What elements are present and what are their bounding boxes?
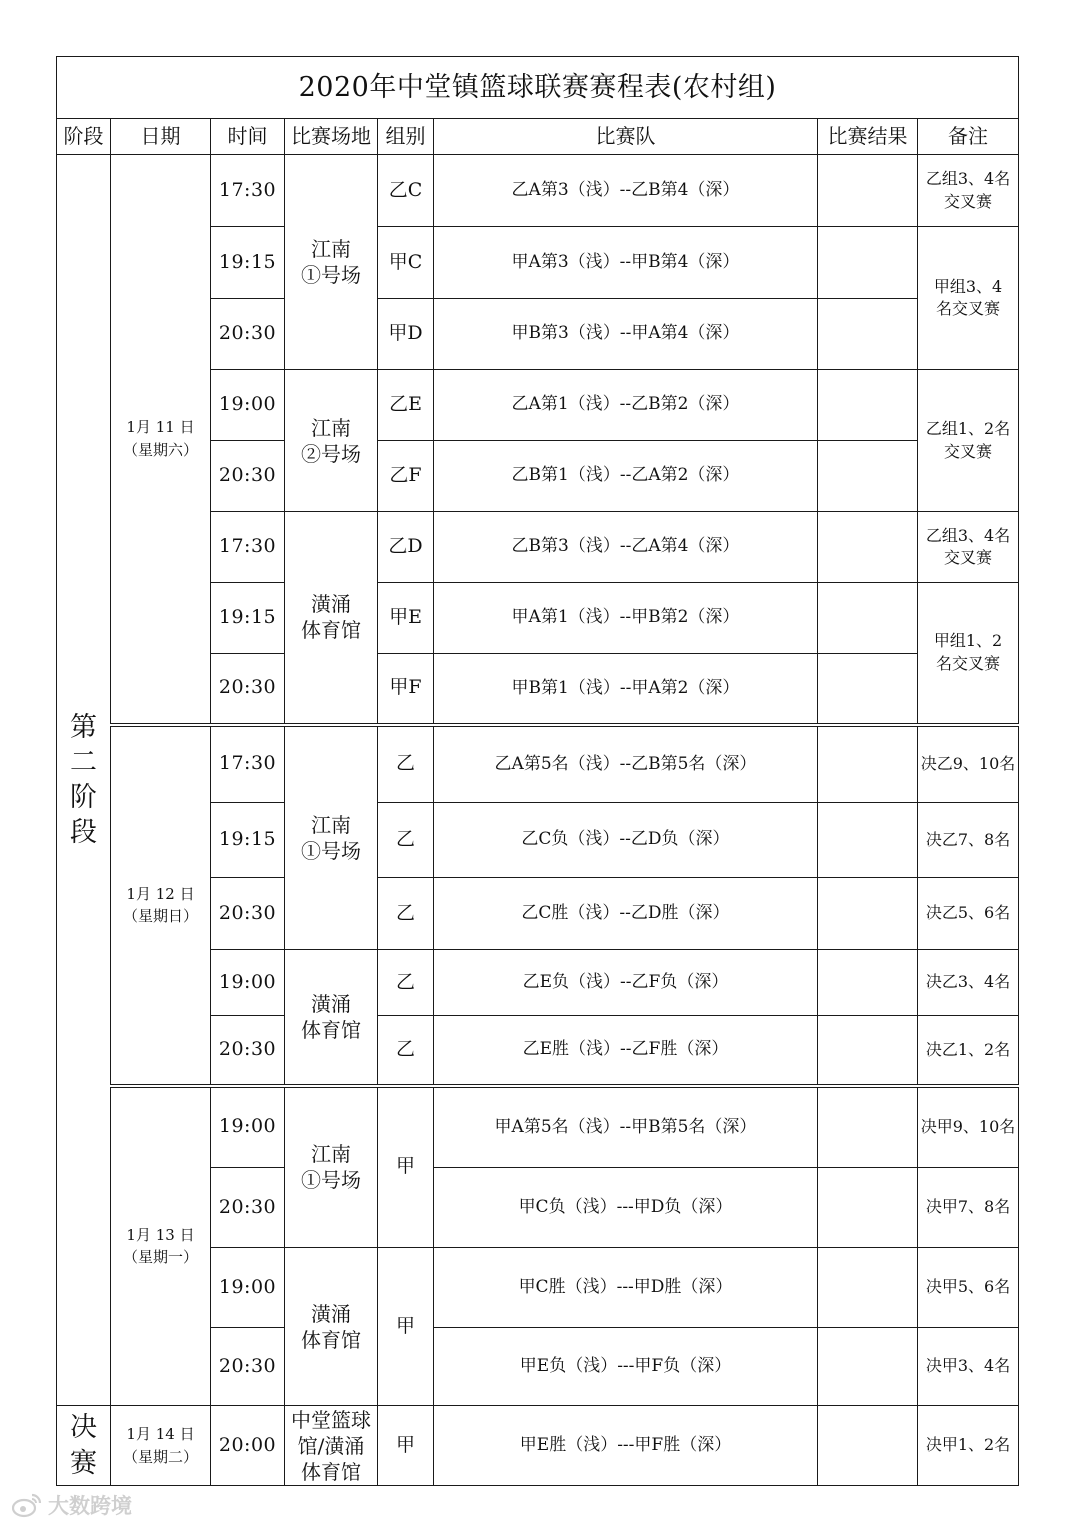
time-cell: 20:30 [211, 1168, 285, 1248]
result-cell [818, 227, 918, 299]
note-cell: 乙组3、4名 交叉赛 [918, 155, 1019, 227]
teams-cell: 乙A第3（浅）--乙B第4（深） [434, 155, 818, 227]
teams-cell: 甲C负（浅）---甲D负（深） [434, 1168, 818, 1248]
result-cell [818, 583, 918, 654]
venue-cell: 中堂篮球 馆/潢涌 体育馆 [285, 1406, 378, 1486]
result-cell [818, 654, 918, 725]
group-cell: 乙 [378, 1016, 434, 1086]
stage-cell-final: 决 赛 [57, 1406, 111, 1486]
header-note: 备注 [918, 119, 1019, 155]
note-cell: 决甲1、2名 [918, 1406, 1019, 1486]
date-cell-jan14: 1月 14 日 （星期二） [111, 1406, 211, 1486]
note-cell: 决甲5、6名 [918, 1248, 1019, 1328]
teams-cell: 甲A第5名（浅）--甲B第5名（深） [434, 1086, 818, 1168]
result-cell [818, 441, 918, 512]
stage-cell-second: 第 二 阶 段 [57, 155, 111, 1406]
time-cell: 20:30 [211, 1328, 285, 1406]
result-cell [818, 878, 918, 950]
time-cell: 20:00 [211, 1406, 285, 1486]
header-teams: 比赛队 [434, 119, 818, 155]
teams-cell: 乙C负（浅）--乙D负（深） [434, 803, 818, 878]
group-cell: 乙D [378, 512, 434, 583]
group-cell: 甲D [378, 299, 434, 370]
venue-cell: 潢涌 体育馆 [285, 512, 378, 725]
note-cell: 乙组1、2名 交叉赛 [918, 370, 1019, 512]
result-cell [818, 512, 918, 583]
venue-cell: 潢涌 体育馆 [285, 1248, 378, 1406]
teams-cell: 甲A第3（浅）--甲B第4（深） [434, 227, 818, 299]
teams-cell: 乙A第1（浅）--乙B第2（深） [434, 370, 818, 441]
venue-cell: 江南 ②号场 [285, 370, 378, 512]
result-cell [818, 370, 918, 441]
time-cell: 17:30 [211, 512, 285, 583]
teams-cell: 乙E胜（浅）--乙F胜（深） [434, 1016, 818, 1086]
schedule-table [56, 56, 1019, 1486]
date-cell-jan12: 1月 12 日 （星期日） [111, 725, 211, 1086]
time-cell: 17:30 [211, 725, 285, 803]
teams-cell: 甲B第1（浅）--甲A第2（深） [434, 654, 818, 725]
result-cell [818, 299, 918, 370]
teams-cell: 乙B第3（浅）--乙A第4（深） [434, 512, 818, 583]
time-cell: 20:30 [211, 878, 285, 950]
group-cell: 乙F [378, 441, 434, 512]
note-cell: 决乙5、6名 [918, 878, 1019, 950]
teams-cell: 甲A第1（浅）--甲B第2（深） [434, 583, 818, 654]
venue-cell: 江南 ①号场 [285, 725, 378, 950]
group-cell: 甲F [378, 654, 434, 725]
header-stage: 阶段 [57, 119, 111, 155]
time-cell: 19:15 [211, 583, 285, 654]
group-cell: 甲 [378, 1086, 434, 1248]
note-cell: 甲组3、4 名交叉赛 [918, 227, 1019, 370]
time-cell: 20:30 [211, 441, 285, 512]
header-result: 比赛结果 [818, 119, 918, 155]
time-cell: 20:30 [211, 654, 285, 725]
group-cell: 乙 [378, 950, 434, 1016]
page-title: 2020年中堂镇篮球联赛赛程表(农村组) [57, 57, 1019, 119]
time-cell: 19:00 [211, 1086, 285, 1168]
header-date: 日期 [111, 119, 211, 155]
result-cell [818, 1168, 918, 1248]
teams-cell: 乙A第5名（浅）--乙B第5名（深） [434, 725, 818, 803]
group-cell: 乙 [378, 725, 434, 803]
date-cell-jan13: 1月 13 日 （星期一） [111, 1086, 211, 1406]
time-cell: 19:00 [211, 370, 285, 441]
time-cell: 19:15 [211, 227, 285, 299]
result-cell [818, 1086, 918, 1168]
time-cell: 19:15 [211, 803, 285, 878]
venue-cell: 江南 ①号场 [285, 155, 378, 370]
watermark [12, 1490, 132, 1520]
note-cell: 决乙7、8名 [918, 803, 1019, 878]
teams-cell: 甲E胜（浅）---甲F胜（深） [434, 1406, 818, 1486]
watermark-text: 大数跨境 [48, 1494, 132, 1518]
note-cell: 决甲9、10名 [918, 1086, 1019, 1168]
result-cell [818, 725, 918, 803]
venue-cell: 江南 ①号场 [285, 1086, 378, 1248]
group-cell: 甲E [378, 583, 434, 654]
teams-cell: 甲B第3（浅）--甲A第4（深） [434, 299, 818, 370]
note-cell: 决甲7、8名 [918, 1168, 1019, 1248]
header-group: 组别 [378, 119, 434, 155]
teams-cell: 甲E负（浅）---甲F负（深） [434, 1328, 818, 1406]
note-cell: 决乙9、10名 [918, 725, 1019, 803]
time-cell: 20:30 [211, 1016, 285, 1086]
group-cell: 甲 [378, 1248, 434, 1406]
teams-cell: 乙E负（浅）--乙F负（深） [434, 950, 818, 1016]
note-cell: 甲组1、2 名交叉赛 [918, 583, 1019, 725]
note-cell: 决乙3、4名 [918, 950, 1019, 1016]
group-cell: 甲C [378, 227, 434, 299]
group-cell: 乙 [378, 803, 434, 878]
teams-cell: 乙C胜（浅）--乙D胜（深） [434, 878, 818, 950]
result-cell [818, 155, 918, 227]
result-cell [818, 1248, 918, 1328]
result-cell [818, 1016, 918, 1086]
result-cell [818, 1328, 918, 1406]
date-cell-jan11: 1月 11 日 （星期六） [111, 155, 211, 725]
teams-cell: 乙B第1（浅）--乙A第2（深） [434, 441, 818, 512]
group-cell: 乙C [378, 155, 434, 227]
teams-cell: 甲C胜（浅）---甲D胜（深） [434, 1248, 818, 1328]
venue-cell: 潢涌 体育馆 [285, 950, 378, 1086]
result-cell [818, 1406, 918, 1486]
note-cell: 决甲3、4名 [918, 1328, 1019, 1406]
group-cell: 乙E [378, 370, 434, 441]
group-cell: 甲 [378, 1406, 434, 1486]
time-cell: 17:30 [211, 155, 285, 227]
group-cell: 乙 [378, 878, 434, 950]
note-cell: 乙组3、4名 交叉赛 [918, 512, 1019, 583]
header-time: 时间 [211, 119, 285, 155]
result-cell [818, 950, 918, 1016]
header-venue: 比赛场地 [285, 119, 378, 155]
time-cell: 19:00 [211, 950, 285, 1016]
time-cell: 20:30 [211, 299, 285, 370]
result-cell [818, 803, 918, 878]
weibo-style-logo-icon [12, 1492, 42, 1518]
note-cell: 决乙1、2名 [918, 1016, 1019, 1086]
time-cell: 19:00 [211, 1248, 285, 1328]
